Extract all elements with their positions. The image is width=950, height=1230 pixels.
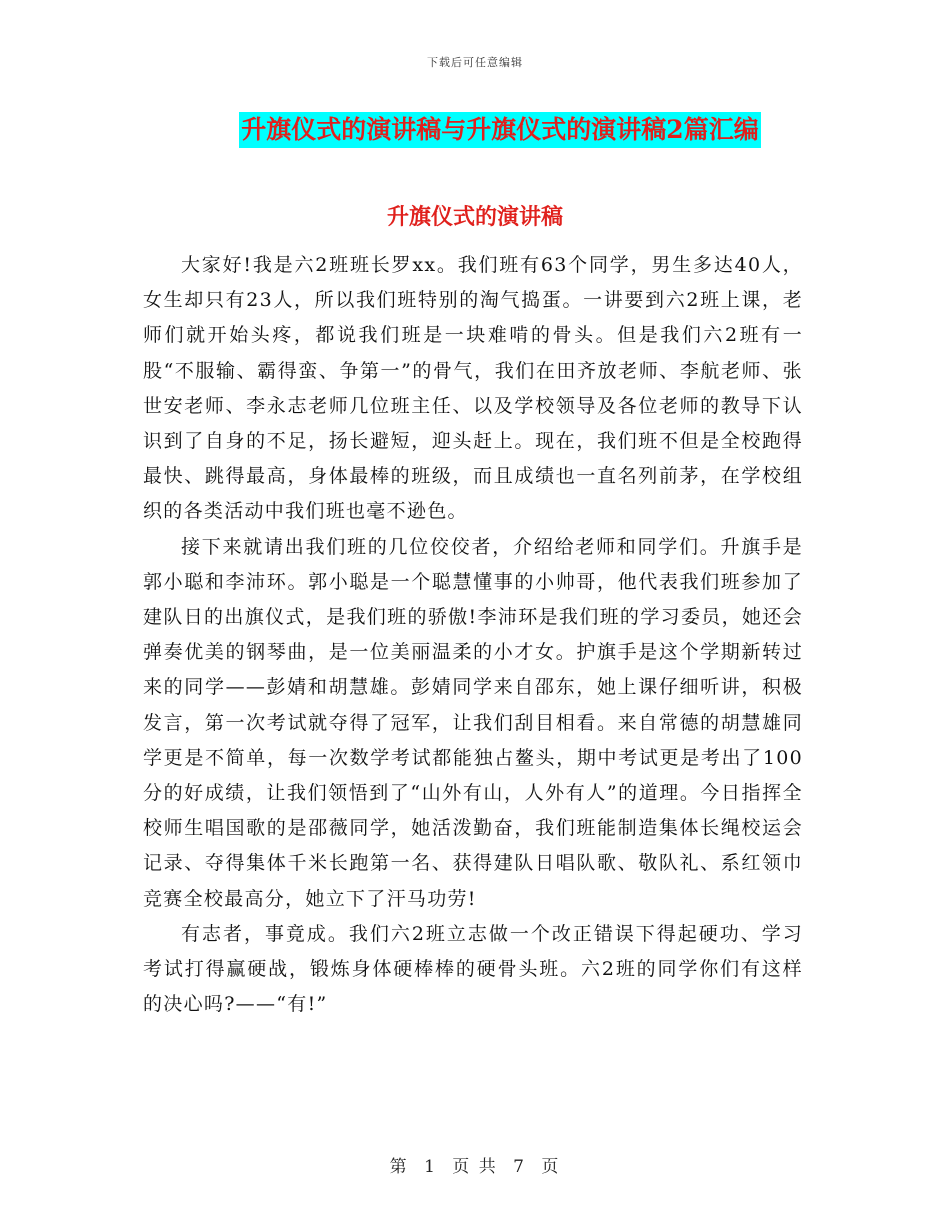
page-number: 1 <box>424 1157 437 1177</box>
section-title: 升旗仪式的演讲稿 <box>386 204 563 230</box>
document-title: 升旗仪式的演讲稿与升旗仪式的演讲稿2篇汇编 <box>239 112 760 148</box>
page-prefix: 第 <box>389 1157 409 1177</box>
paragraph-3: 有志者，事竟成。我们六2班立志做一个改正错误下得起硬功、学习考试打得赢硬战，锻炼身体硬棒棒的硬骨头班。六2班的同学你们有这样的决心吗?——“有!” <box>143 922 803 1016</box>
page-footer <box>0 1152 950 1177</box>
main-title-wrap <box>0 112 950 148</box>
page-suffix: 页 <box>541 1157 561 1177</box>
header-note: 下载后可任意编辑 <box>427 56 523 69</box>
page-mid: 页 共 <box>452 1157 498 1177</box>
paragraph-2: 接下来就请出我们班的几位佼佼者，介绍给老师和同学们。升旗手是郭小聪和李沛环。郭小聪是一个聪慧懂事的小帅哥，他代表我们班参加了建队日的出旗仪式，是我们班的骄傲!李沛环是我们班的学习委员，她还会弹奏优美的钢琴曲，是一位美丽温柔的小才女。护旗手是这个学期新转过来的同学——彭婧和胡慧雄。彭婧同学来自邵东，她上课仔细听讲，积极发言，第一次考试就夺得了冠军，让我们刮目相看。来自常德的胡慧雄同学更是不简单，每一次数学考试都能独占鳌头，期中考试更是考出了100分的好成绩，让我们领悟到了“山外有山，人外有人”的道理。今日指挥全校师生唱国歌的是邵薇同学，她活泼勤奋，我们班能制造集体长绳校运会记录、夺得集体千米长跑第一名、获得建队日唱队歌、敬队礼、系红领巾竞赛全校最高分，她立下了汗马功劳! <box>143 535 803 910</box>
paragraph-1: 大家好!我是六2班班长罗xx。我们班有63个同学，男生多达40人，女生却只有23人，所以我们班特别的淘气捣蛋。一讲要到六2班上课，老师们就开始头疼，都说我们班是一块难啃的骨头。但是我们六2班有一股“不服输、霸得蛮、争第一”的骨气，我们在田齐放老师、李航老师、张世安老师、李永志老师几位班主任、以及学校领导及各位老师的教导下认识到了自身的不足，扬长避短，迎头赶上。现在，我们班不但是全校跑得最快、跳得最高，身体最棒的班级，而且成绩也一直名列前茅，在学校组织的各类活动中我们班也毫不逊色。 <box>143 254 803 523</box>
page-total: 7 <box>513 1157 526 1177</box>
speech-body <box>143 248 803 1022</box>
